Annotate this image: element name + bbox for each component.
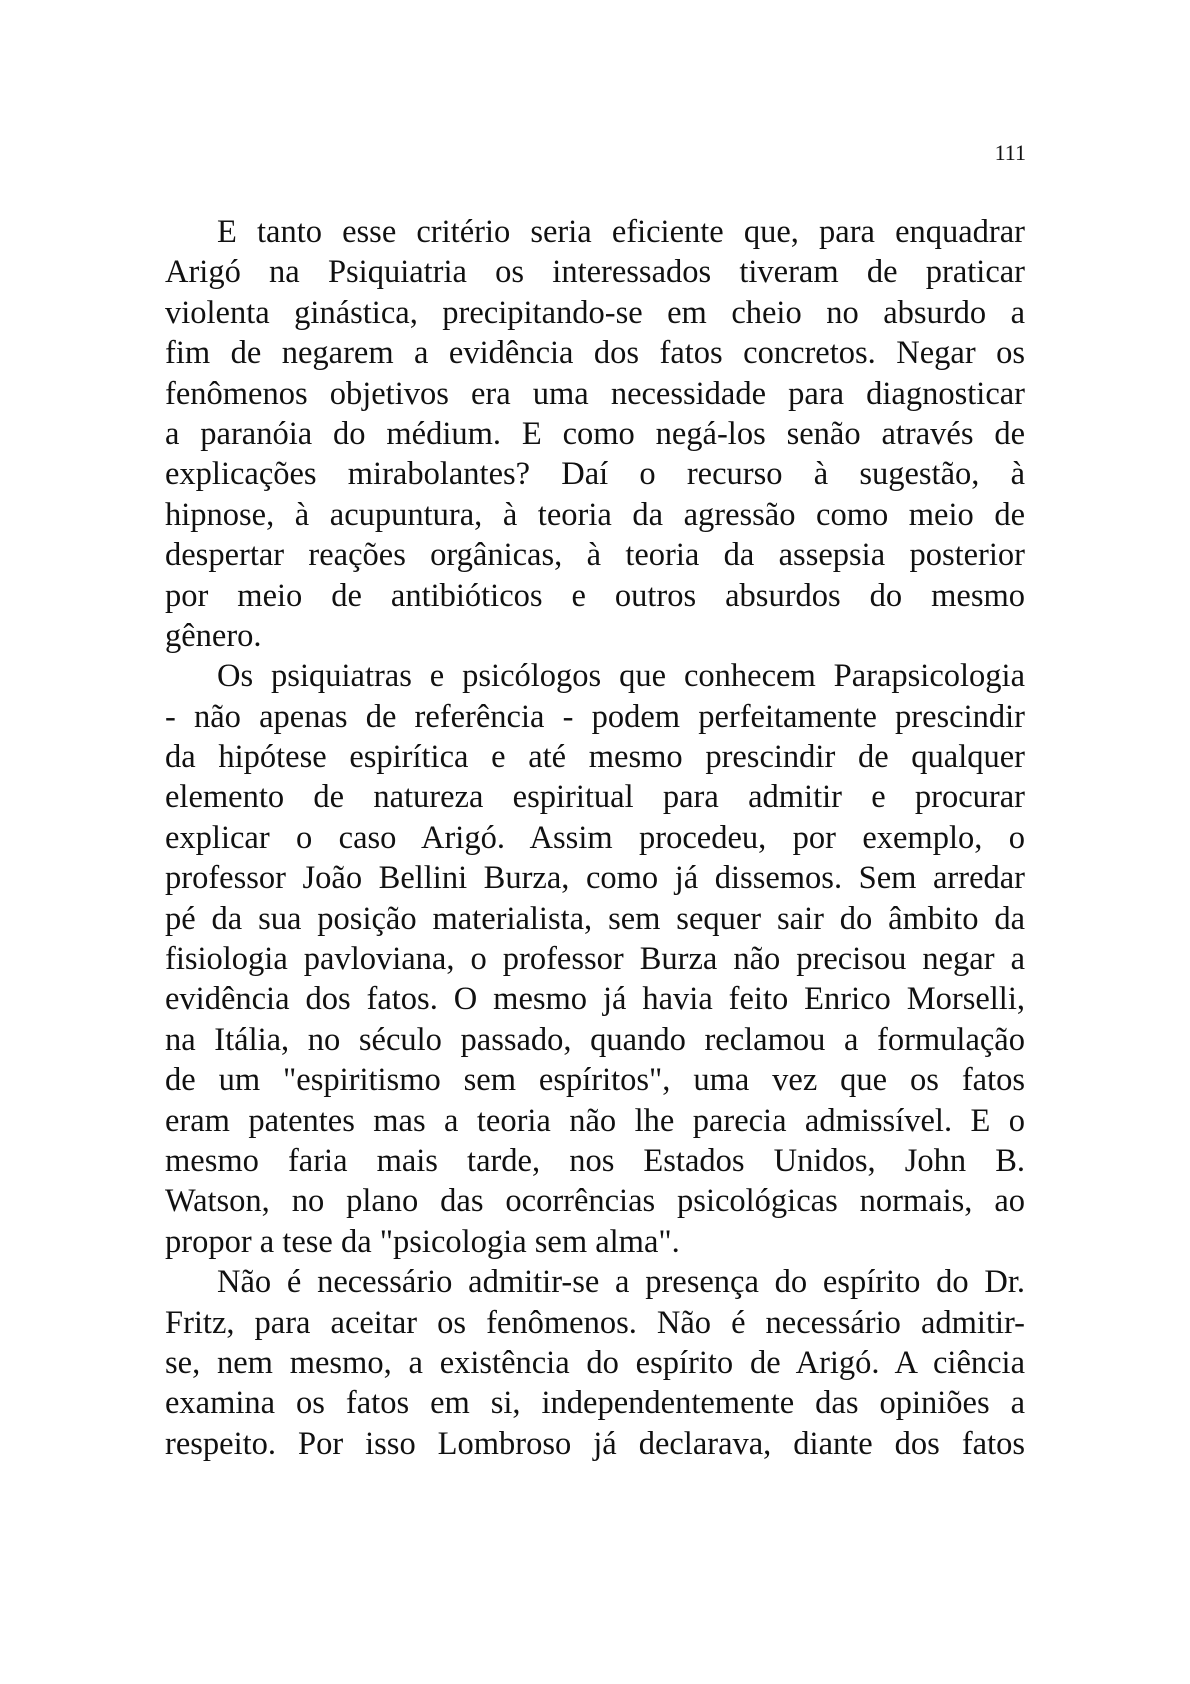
- text-line: E tanto esse critério seria eficiente que, para enquadrar: [217, 214, 1025, 250]
- text-line: Os psiquiatras e psicólogos que conhecem Parapsicologia: [217, 658, 1025, 695]
- text-line: de um "espiritismo sem espíritos", uma vez que os fatos: [165, 1062, 1025, 1099]
- text-line: propor a tese da "psicologia sem alma".: [165, 1223, 680, 1260]
- text-line: fenômenos objetivos era uma necessidade para diagnosticar: [165, 375, 1025, 412]
- text-line: Fritz, para aceitar os fenômenos. Não é necessário admitir-: [165, 1304, 1025, 1341]
- text-line: na Itália, no século passado, quando reclamou a formulação: [165, 1021, 1025, 1058]
- paragraph: [165, 1262, 1025, 1464]
- page-number: 111: [994, 140, 1026, 165]
- text-line: eram patentes mas a teoria não lhe parecia admissível. E o: [165, 1102, 1025, 1139]
- text-line: respeito. Por isso Lombroso já declarava, diante dos fatos: [165, 1425, 1025, 1462]
- text-line: explicações mirabolantes? Daí o recurso à sugestão, à: [165, 456, 1025, 493]
- text-line: elemento de natureza espiritual para admitir e procurar: [165, 779, 1025, 816]
- text-line: da hipótese espirítica e até mesmo prescindir de qualquer: [165, 739, 1025, 776]
- text-line: por meio de antibióticos e outros absurdos do mesmo: [165, 577, 1025, 614]
- text-line: professor João Bellini Burza, como já dissemos. Sem arredar: [165, 860, 1025, 897]
- text-line: explicar o caso Arigó. Assim procedeu, por exemplo, o: [165, 819, 1025, 856]
- text-line: hipnose, à acupuntura, à teoria da agressão como meio de: [165, 496, 1025, 533]
- text-line: fim de negarem a evidência dos fatos concretos. Negar os: [165, 335, 1025, 372]
- text-line: despertar reações orgânicas, à teoria da assepsia posterior: [165, 537, 1025, 574]
- text-line: Arigó na Psiquiatria os interessados tiveram de praticar: [165, 254, 1025, 291]
- text-line: gênero.: [165, 617, 262, 654]
- text-line: fisiologia pavloviana, o professor Burza não precisou negar a: [165, 941, 1025, 978]
- text-line: mesmo faria mais tarde, nos Estados Unidos, John B.: [165, 1142, 1025, 1179]
- text-line: violenta ginástica, precipitando-se em cheio no absurdo a: [165, 294, 1025, 331]
- text-line: se, nem mesmo, a existência do espírito de Arigó. A ciência: [165, 1344, 1025, 1381]
- text-line: examina os fatos em si, independentemente das opiniões a: [165, 1385, 1025, 1422]
- text-line: Não é necessário admitir-se a presença do espírito do Dr.: [217, 1264, 1025, 1301]
- text-line: - não apenas de referência - podem perfeitamente prescindir: [165, 698, 1025, 735]
- text-line: Watson, no plano das ocorrências psicológicas normais, ao: [165, 1183, 1025, 1220]
- paragraph: [165, 656, 1025, 1262]
- text-line: a paranóia do médium. E como negá-los senão através de: [165, 415, 1025, 452]
- paragraph: [165, 212, 1025, 656]
- text-line: evidência dos fatos. O mesmo já havia feito Enrico Morselli,: [165, 981, 1025, 1018]
- body-text: [165, 212, 1025, 1464]
- text-line: pé da sua posição materialista, sem sequer sair do âmbito da: [165, 900, 1025, 937]
